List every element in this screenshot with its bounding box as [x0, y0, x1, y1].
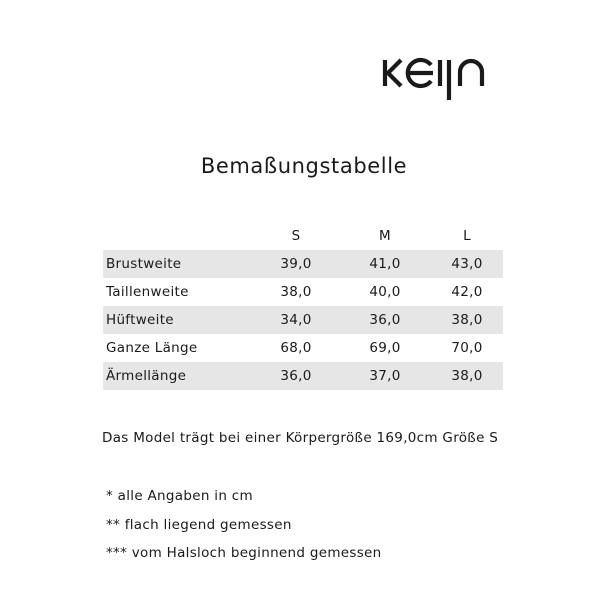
row-label: Ärmellänge [103, 362, 253, 390]
table-row [103, 278, 503, 306]
header-empty-cell [103, 222, 253, 250]
header-size-l: L [463, 228, 471, 244]
table-row [103, 334, 503, 362]
brand-logo [382, 48, 504, 100]
cell-value-s: 34,0 [253, 306, 339, 334]
header-size-s: S [291, 228, 301, 244]
page-title: Bemaßungstabelle [200, 154, 408, 178]
size-table [103, 222, 503, 390]
row-label: Hüftweite [103, 306, 253, 334]
cell-value-l: 43,0 [431, 250, 503, 278]
footnote-flat-measured: ** flach liegend gemessen [106, 516, 292, 533]
cell-value-s: 36,0 [253, 362, 339, 390]
model-size-note: Das Model trägt bei einer Körpergröße 169,0cm Größe S [102, 430, 499, 446]
table-row [103, 250, 503, 278]
cell-value-m: 37,0 [339, 362, 431, 390]
cell-value-m: 40,0 [369, 284, 401, 300]
cell-value-l: 42,0 [451, 284, 483, 300]
cell-value-m: 69,0 [369, 340, 401, 356]
footnote-neckline-measured: *** vom Halsloch beginnend gemessen [106, 545, 382, 561]
cell-value-s: 38,0 [280, 284, 312, 300]
footnotes [106, 482, 382, 568]
table-row [103, 306, 503, 334]
table-row [103, 362, 503, 390]
cell-value-m: 36,0 [339, 306, 431, 334]
row-label: Brustweite [103, 250, 253, 278]
cell-value-s: 68,0 [280, 340, 312, 356]
row-label: Taillenweite [106, 284, 189, 300]
table-header-row [103, 222, 503, 250]
cell-value-l: 38,0 [431, 306, 503, 334]
row-label: Ganze Länge [106, 340, 198, 356]
keiln-logo-icon [382, 48, 504, 100]
cell-value-s: 39,0 [253, 250, 339, 278]
footnote-units: * alle Angaben in cm [106, 488, 253, 504]
cell-value-m: 41,0 [339, 250, 431, 278]
header-size-m: M [379, 228, 391, 244]
cell-value-l: 38,0 [431, 362, 503, 390]
cell-value-l: 70,0 [451, 340, 483, 356]
